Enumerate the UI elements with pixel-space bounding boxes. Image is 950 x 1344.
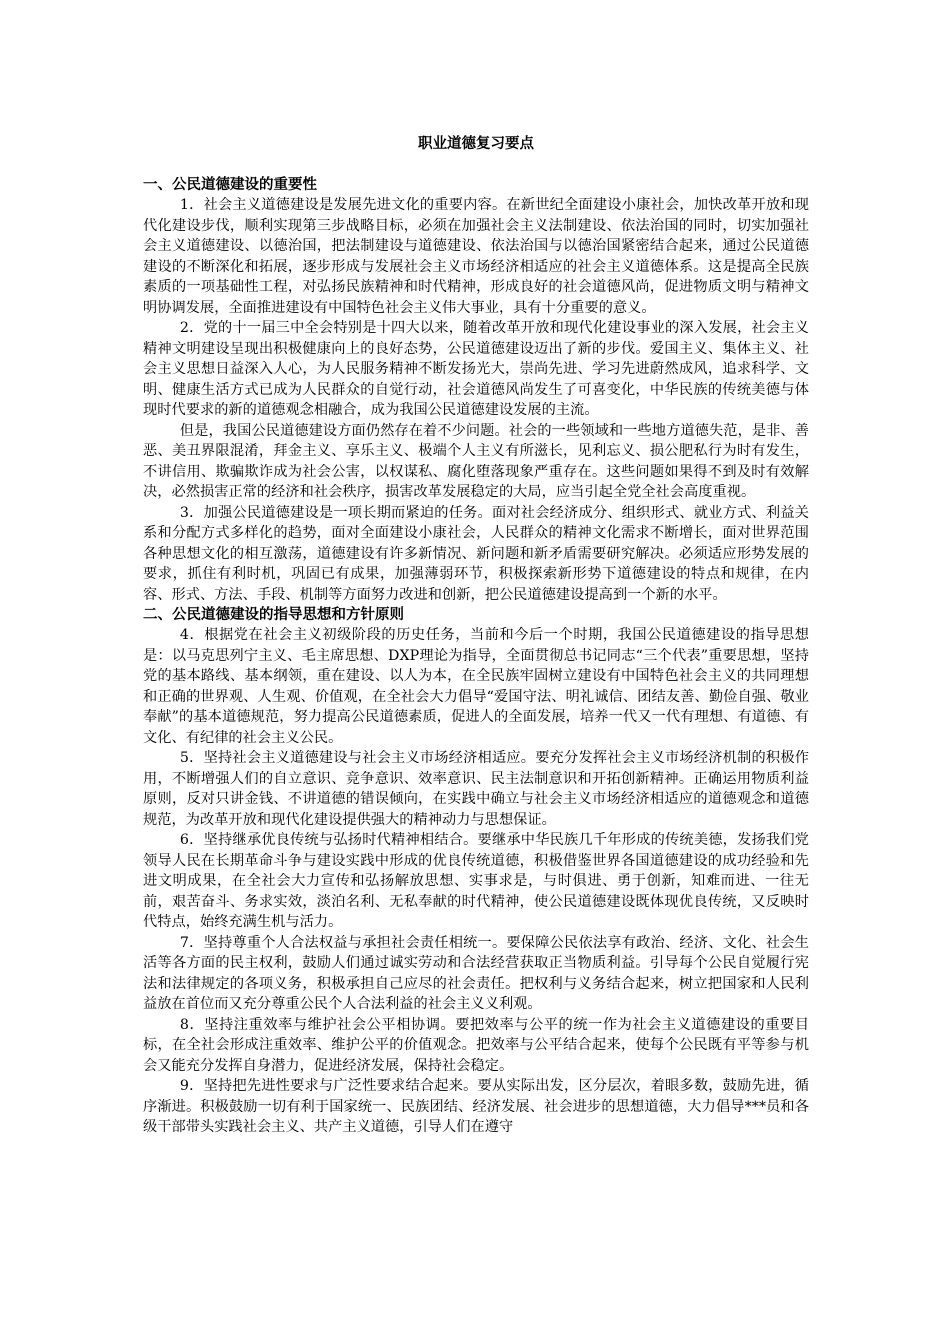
paragraph: 3．加强公民道德建设是一项长期而紧迫的任务。面对社会经济成分、组织形式、就业方式、利益关系和分配方式多样化的趋势，面对全面建设小康社会，人民群众的精神文化需求不断增长，面对世界范围各种思想文化的相互激荡，道德建设有许多新情况、新问题和新矛盾需要研究解决。必须适应形势发展的要求，抓住有利时机，巩固已有成果，加强薄弱环节，积极探索新形势下道德建设的特点和规律，在内容、形式、方法、手段、机制等方面努力改进和创新，把公民道德建设提高到一个新的水平。 [143, 504, 809, 603]
document-title: 职业道德复习要点 [418, 136, 534, 152]
paragraph: 2．党的十一届三中全会特别是十四大以来，随着改革开放和现代化建设事业的深入发展，社会主义精神文明建设呈现出积极健康向上的良好态势，公民道德建设迈出了新的步伐。爱国主义、集体主义、社会主义思想日益深入人心，为人民服务精神不断发扬光大，崇尚先进、学习先进蔚然成风，追求科学、文明、健康生活方式已成为人民群众的自觉行动，社会道德风尚发生了可喜变化，中华民族的传统美德与体现时代要求的新的道德观念相融合，成为我国公民道德建设发展的主流。 [143, 320, 809, 418]
section-heading: 一、公民道德建设的重要性 [143, 177, 317, 193]
paragraph: 9．坚持把先进性要求与广泛性要求结合起来。要从实际出发，区分层次，着眼多数，鼓励先进，循序渐进。积极鼓励一切有利于国家统一、民族团结、经济发展、社会进步的思想道德，大力倡导***员和各级干部带头实践社会主义、共产主义道德，引导人们在遵守 [143, 1078, 809, 1135]
paragraph: 7．坚持尊重个人合法权益与承担社会责任相统一。要保障公民依法享有政治、经济、文化、社会生活等各方面的民主权利，鼓励人们通过诚实劳动和合法经营获取正当物质利益。引导每个公民自觉履行宪法和法律规定的各项义务，积极承担自己应尽的社会责任。把权利与义务结合起来，树立把国家和人民利益放在首位而又充分尊重公民个人合法利益的社会主义义利观。 [143, 934, 809, 1012]
paragraph: 1．社会主义道德建设是发展先进文化的重要内容。在新世纪全面建设小康社会，加快改革开放和现代化建设步伐，顺利实现第三步战略目标，必须在加强社会主义法制建设、依法治国的同时，切实加强社会主义道德建设、以德治国，把法制建设与道德建设、依法治国与以德治国紧密结合起来，通过公民道德建设的不断深化和拓展，逐步形成与发展社会主义市场经济相适应的社会主义道德体系。这是提高全民族素质的一项基础性工程，对弘扬民族精神和时代精神，形成良好的社会道德风尚，促进物质文明与精神文明协调发展，全面推进建设有中国特色社会主义伟大事业，具有十分重要的意义。 [143, 197, 809, 316]
paragraph: 6．坚持继承优良传统与弘扬时代精神相结合。要继承中华民族几千年形成的传统美德，发扬我们党领导人民在长期革命斗争与建设实践中形成的优良传统道德，积极借鉴世界各国道德建设的成功经验和先进文明成果，在全社会大力宣传和弘扬解放思想、实事求是，与时俱进、勇于创新，知难而进、一往无前，艰苦奋斗、务求实效，淡泊名利、无私奉献的时代精神，使公民道德建设既体现优良传统，又反映时代特点，始终充满生机与活力。 [143, 832, 809, 930]
paragraph: 8．坚持注重效率与维护社会公平相协调。要把效率与公平的统一作为社会主义道德建设的重要目标，在全社会形成注重效率、维护公平的价值观念。把效率与公平结合起来，使每个公民既有平等参与机会又能充分发挥自身潜力，促进经济发展，保持社会稳定。 [143, 1016, 809, 1074]
paragraph: 5．坚持社会主义道德建设与社会主义市场经济相适应。要充分发挥社会主义市场经济机制的积极作用，不断增强人们的自立意识、竞争意识、效率意识、民主法制意识和开拓创新精神。正确运用物质利益原则，反对只讲金钱、不讲道德的错误倾向，在实践中确立与社会主义市场经济相适应的道德观念和道德规范，为改革开放和现代化建设提供强大的精神动力与思想保证。 [143, 750, 809, 828]
section-guiding-principles [143, 605, 809, 1138]
section-importance [143, 175, 809, 605]
paragraph: 4．根据党在社会主义初级阶段的历史任务，当前和今后一个时期，我国公民道德建设的指导思想是：以马克思列宁主义、毛主席思想、DXP理论为指导，全面贯彻总书记同志“三个代表”重要思想，坚持党的基本路线、基本纲领，重在建设、以人为本，在全民族牢固树立建设有中国特色社会主义的共同理想和正确的世界观、人生观、价值观，在全社会大力倡导“爱国守法、明礼诚信、团结友善、勤俭自强、敬业奉献”的基本道德规范，努力提高公民道德素质，促进人的全面发展，培养一代又一代有理想、有道德、有文化、有纪律的社会主义公民。 [143, 627, 809, 746]
document-page [143, 134, 809, 1138]
section-heading: 二、公民道德建设的指导思想和方针原则 [143, 607, 404, 623]
paragraph: 但是，我国公民道德建设方面仍然存在着不少问题。社会的一些领域和一些地方道德失范，是非、善恶、美丑界限混淆，拜金主义、享乐主义、极端个人主义有所滋长，见利忘义、损公肥私行为时有发生，不讲信用、欺骗欺诈成为社会公害，以权谋私、腐化堕落现象严重存在。这些问题如果得不到及时有效解决，必然损害正常的经济和社会秩序，损害改革发展稳定的大局，应当引起全党全社会高度重视。 [143, 422, 809, 500]
